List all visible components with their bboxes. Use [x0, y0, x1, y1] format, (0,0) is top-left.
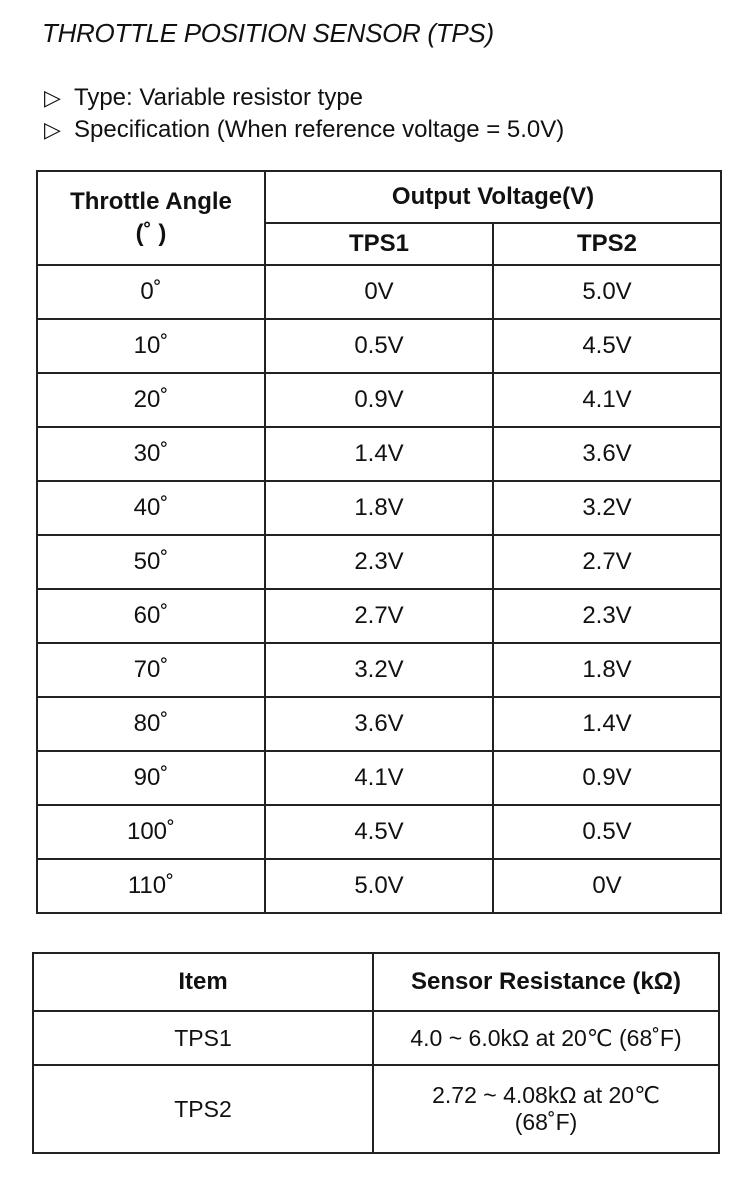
tps2-cell: 0.5V	[493, 805, 721, 859]
angle-cell: 0˚	[37, 265, 265, 319]
tps1-cell: 1.8V	[265, 481, 493, 535]
table-row	[37, 697, 721, 751]
triangle-bullet-icon: ▷	[44, 117, 61, 142]
table-row	[37, 589, 721, 643]
tps1-cell: 0.9V	[265, 373, 493, 427]
table-row	[37, 319, 721, 373]
type-bullet	[44, 84, 363, 112]
table-row	[33, 1065, 719, 1153]
angle-cell: 40˚	[37, 481, 265, 535]
tps2-cell: 1.4V	[493, 697, 721, 751]
tps1-cell: 2.7V	[265, 589, 493, 643]
tps1-cell: 5.0V	[265, 859, 493, 913]
tps1-cell: 1.4V	[265, 427, 493, 481]
tps2-cell: 3.2V	[493, 481, 721, 535]
resistance-cell	[373, 1011, 719, 1065]
item-cell: TPS2	[33, 1065, 373, 1153]
table-row	[33, 1011, 719, 1065]
tps1-cell: 4.5V	[265, 805, 493, 859]
tps2-cell: 2.3V	[493, 589, 721, 643]
page-title: THROTTLE POSITION SENSOR (TPS)	[42, 18, 494, 48]
specification-bullet	[44, 116, 564, 144]
tps2-header: TPS2	[493, 223, 721, 265]
table-row	[37, 481, 721, 535]
angle-cell: 20˚	[37, 373, 265, 427]
resistance-value-continued: (68˚F)	[514, 1109, 578, 1135]
table-row	[37, 805, 721, 859]
triangle-bullet-icon: ▷	[44, 85, 61, 110]
angle-cell: 60˚	[37, 589, 265, 643]
angle-cell: 10˚	[37, 319, 265, 373]
angle-cell: 90˚	[37, 751, 265, 805]
table-row	[37, 535, 721, 589]
tps2-cell: 0V	[493, 859, 721, 913]
tps2-cell: 3.6V	[493, 427, 721, 481]
resistance-value: 4.0 ~ 6.0kΩ at 20℃ (68˚F)	[410, 1024, 682, 1051]
tps1-cell: 4.1V	[265, 751, 493, 805]
throttle-angle-header	[37, 171, 265, 265]
tps1-cell: 0.5V	[265, 319, 493, 373]
output-voltage-table	[36, 170, 722, 914]
angle-cell: 80˚	[37, 697, 265, 751]
angle-cell: 30˚	[37, 427, 265, 481]
tps1-cell: 3.6V	[265, 697, 493, 751]
resistance-value: 2.72 ~ 4.08kΩ at 20℃	[432, 1082, 660, 1108]
table-row	[37, 643, 721, 697]
tps2-cell: 4.5V	[493, 319, 721, 373]
tps1-cell: 2.3V	[265, 535, 493, 589]
table-row	[37, 859, 721, 913]
angle-cell: 50˚	[37, 535, 265, 589]
throttle-angle-unit: (˚ )	[135, 220, 167, 247]
tps2-cell: 2.7V	[493, 535, 721, 589]
type-text: Type: Variable resistor type	[74, 84, 364, 111]
tps1-header: TPS1	[265, 223, 493, 265]
table-row	[37, 373, 721, 427]
resistance-cell	[373, 1065, 719, 1153]
item-cell: TPS1	[33, 1011, 373, 1065]
table-row	[37, 751, 721, 805]
tps2-cell: 0.9V	[493, 751, 721, 805]
angle-cell: 100˚	[37, 805, 265, 859]
table-row	[37, 265, 721, 319]
tps1-cell: 3.2V	[265, 643, 493, 697]
tps2-cell: 4.1V	[493, 373, 721, 427]
sensor-resistance-table	[32, 952, 720, 1154]
angle-cell: 70˚	[37, 643, 265, 697]
specification-text: Specification (When reference voltage = 5.0V)	[74, 116, 565, 143]
throttle-angle-label: Throttle Angle	[70, 188, 232, 215]
tps2-cell: 1.8V	[493, 643, 721, 697]
item-header: Item	[33, 953, 373, 1011]
angle-cell: 110˚	[37, 859, 265, 913]
output-voltage-header: Output Voltage(V)	[265, 171, 721, 223]
tps1-cell: 0V	[265, 265, 493, 319]
tps2-cell: 5.0V	[493, 265, 721, 319]
sensor-resistance-header: Sensor Resistance (kΩ)	[373, 953, 719, 1011]
table-row	[37, 427, 721, 481]
